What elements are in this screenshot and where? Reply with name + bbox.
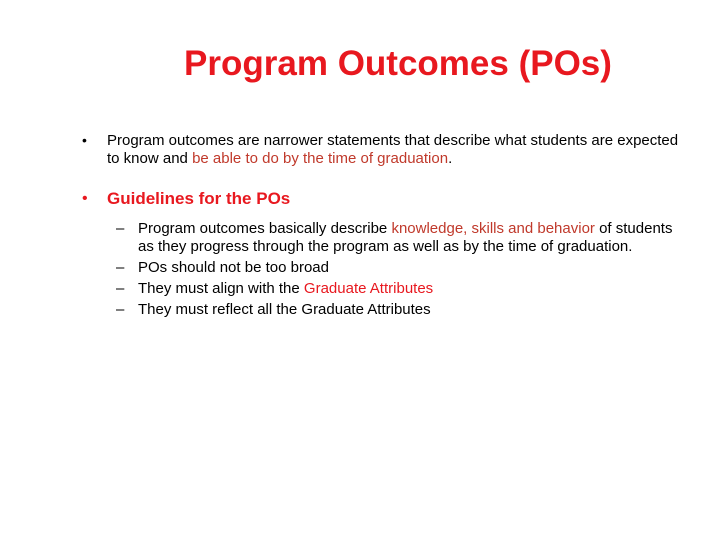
guidelines-list <box>116 220 676 322</box>
dash-marker: – <box>116 301 125 318</box>
bullet-text-highlight: be able to do by the time of graduation <box>192 150 449 167</box>
item-pre: Program outcomes basically describe <box>138 220 392 237</box>
bullet-program-outcomes <box>82 132 682 168</box>
list-item <box>116 280 676 298</box>
item-pre: POs should not be too broad <box>138 259 329 276</box>
bullet-guidelines <box>82 188 682 210</box>
item-highlight: Graduate Attributes <box>303 280 434 297</box>
bullet-text <box>107 132 682 168</box>
dash-marker: – <box>116 259 125 276</box>
bullet-marker: • <box>82 132 87 148</box>
list-item <box>116 220 676 256</box>
list-item <box>116 259 676 277</box>
page-title: Program Outcomes (POs) <box>184 44 612 83</box>
list-item <box>116 301 676 319</box>
guidelines-heading: Guidelines for the POs <box>107 189 291 208</box>
dash-marker: – <box>116 220 125 237</box>
item-post: of students as they progress through the program as well as by the time of graduation. <box>138 220 673 255</box>
item-pre: They must reflect all the Graduate Attributes <box>138 301 431 318</box>
dash-marker: – <box>116 280 125 297</box>
item-highlight: knowledge, skills and behavior <box>391 220 595 237</box>
item-pre: They must align with the <box>138 280 304 297</box>
bullet-marker: • <box>82 190 88 207</box>
bullet-text-plain: Program outcomes are narrower statements that describe what students are expected to know and <box>107 132 679 167</box>
bullet-text-end: . <box>448 150 453 167</box>
